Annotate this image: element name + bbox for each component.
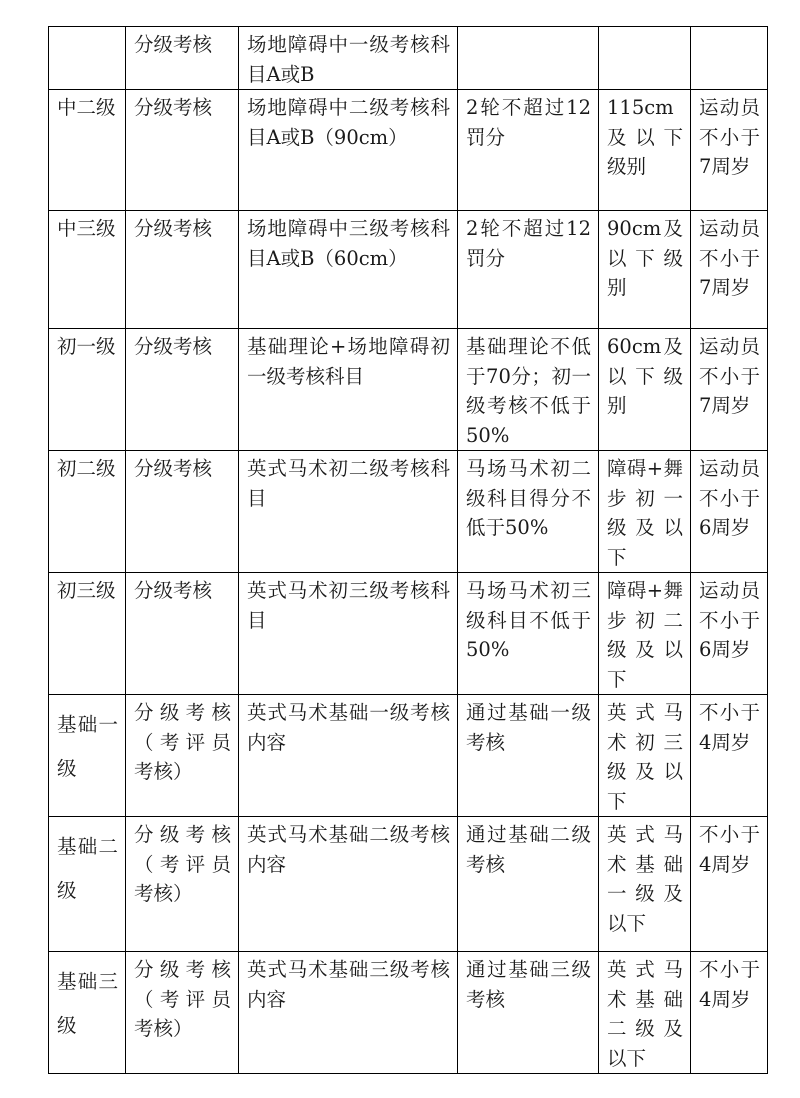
horse-level-cell: 英式马术初三级及以下: [599, 695, 691, 817]
assessment-content-cell: 英式马术基础一级考核内容: [239, 695, 458, 817]
pass-requirement-cell: 通过基础三级考核: [458, 952, 599, 1074]
table-row: [49, 952, 768, 1074]
table-row: [49, 329, 768, 451]
horse-level-cell: 90cm及以下级别: [599, 211, 691, 329]
level-cell: 基础一级: [49, 695, 126, 817]
age-requirement-cell: 运动员不小于6周岁: [691, 451, 768, 573]
level-cell: [49, 27, 126, 90]
age-requirement-cell: [691, 27, 768, 90]
pass-requirement-cell: [458, 27, 599, 90]
assessment-type-cell: 分级考核: [126, 573, 239, 695]
age-requirement-cell: 不小于4周岁: [691, 695, 768, 817]
level-cell: 基础二级: [49, 817, 126, 952]
level-cell: 初三级: [49, 573, 126, 695]
assessment-content-cell: 场地障碍中二级考核科目A或B（90cm）: [239, 90, 458, 211]
assessment-content-cell: 英式马术基础三级考核内容: [239, 952, 458, 1074]
pass-requirement-cell: 通过基础二级考核: [458, 817, 599, 952]
assessment-content-cell: 英式马术初三级考核科目: [239, 573, 458, 695]
age-requirement-cell: 运动员不小于7周岁: [691, 211, 768, 329]
table-row: [49, 90, 768, 211]
table-row: [49, 573, 768, 695]
age-requirement-cell: 不小于4周岁: [691, 817, 768, 952]
horse-level-cell: 60cm及以下级别: [599, 329, 691, 451]
pass-requirement-cell: 马场马术初三级科目不低于50%: [458, 573, 599, 695]
assessment-type-cell: 分级考核: [126, 329, 239, 451]
horse-level-cell: 障碍+舞步初二级及以下: [599, 573, 691, 695]
pass-requirement-cell: 基础理论不低于70分；初一级考核不低于50%: [458, 329, 599, 451]
assessment-content-cell: 场地障碍中三级考核科目A或B（60cm）: [239, 211, 458, 329]
assessment-content-cell: 英式马术基础二级考核内容: [239, 817, 458, 952]
horse-level-cell: 英式马术基础二级及以下: [599, 952, 691, 1074]
level-cell: 中二级: [49, 90, 126, 211]
horse-level-cell: 英式马术基础一级及以下: [599, 817, 691, 952]
horse-level-cell: 115cm及以下级别: [599, 90, 691, 211]
assessment-content-cell: 场地障碍中一级考核科目A或B: [239, 27, 458, 90]
assessment-type-cell: 分级考核: [126, 90, 239, 211]
level-cell: 初二级: [49, 451, 126, 573]
assessment-content-cell: 英式马术初二级考核科目: [239, 451, 458, 573]
pass-requirement-cell: 通过基础一级考核: [458, 695, 599, 817]
table-row: [49, 817, 768, 952]
age-requirement-cell: 运动员不小于7周岁: [691, 90, 768, 211]
assessment-type-cell: 分级考核: [126, 211, 239, 329]
level-cell: 中三级: [49, 211, 126, 329]
horse-level-cell: [599, 27, 691, 90]
assessment-type-cell: 分级考核（考评员考核）: [126, 695, 239, 817]
grading-table: [48, 26, 768, 1074]
assessment-type-cell: 分级考核（考评员考核）: [126, 952, 239, 1074]
assessment-type-cell: 分级考核: [126, 451, 239, 573]
assessment-content-cell: 基础理论+场地障碍初一级考核科目: [239, 329, 458, 451]
table-row: [49, 27, 768, 90]
age-requirement-cell: 运动员不小于6周岁: [691, 573, 768, 695]
table-row: [49, 211, 768, 329]
age-requirement-cell: 运动员不小于7周岁: [691, 329, 768, 451]
age-requirement-cell: 不小于4周岁: [691, 952, 768, 1074]
pass-requirement-cell: 马场马术初二级科目得分不低于50%: [458, 451, 599, 573]
pass-requirement-cell: 2轮不超过12罚分: [458, 211, 599, 329]
table-row: [49, 451, 768, 573]
assessment-type-cell: 分级考核（考评员考核）: [126, 817, 239, 952]
pass-requirement-cell: 2轮不超过12罚分: [458, 90, 599, 211]
horse-level-cell: 障碍+舞步初一级及以下: [599, 451, 691, 573]
level-cell: 基础三级: [49, 952, 126, 1074]
level-cell: 初一级: [49, 329, 126, 451]
table-row: [49, 695, 768, 817]
assessment-type-cell: 分级考核: [126, 27, 239, 90]
